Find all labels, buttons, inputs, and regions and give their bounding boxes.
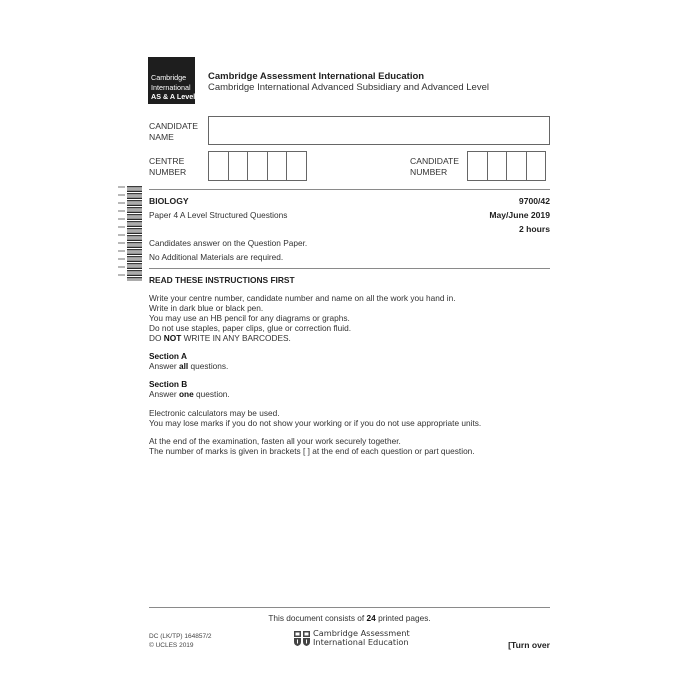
section-b-text-bold: one [178,389,194,399]
calculator-line: Electronic calculators may be used. [149,408,280,418]
centre-number-digit-box[interactable] [267,151,288,181]
instruction-line: You may use an HB pencil for any diagrams or graphs. [149,313,350,323]
candidate-number-label-line1: CANDIDATE [410,156,460,166]
candidate-name-label-line1: CANDIDATE [149,121,199,131]
copyright: © UCLES 2019 [149,642,194,649]
instruction-line: Do not use staples, paper clips, glue or correction fluid. [149,323,351,333]
divider-top [149,189,550,190]
centre-number-digit-box[interactable] [247,151,268,181]
centre-number-label-line1: CENTRE [149,156,185,166]
page-count-pre: This document consists of [268,613,367,623]
exam-duration: 2 hours [518,224,550,234]
calculator-line: You may lose marks if you do not show your working or if you do not use appropriate units. [149,418,482,428]
logo-text-line1: Cambridge Assessment [313,628,410,638]
turn-over-label: [Turn over [508,640,550,650]
section-a-heading: Section A [149,351,187,361]
document-reference [149,632,212,650]
candidate-number-digit-box[interactable] [467,151,488,181]
divider-instructions [149,268,550,269]
section-a-text-post: questions. [188,361,229,371]
barcode-warning-line [149,333,456,343]
cambridge-assessment-logo [294,629,410,647]
candidate-number-label [410,156,459,177]
barcode-warning-post: WRITE IN ANY BARCODES. [181,333,291,343]
candidate-name-field[interactable] [208,116,550,145]
barcode [118,186,142,281]
document-code: DC (LK/TP) 164857/2 [149,633,212,640]
centre-number-label-line2: NUMBER [149,166,187,177]
section-a-text-pre: Answer [149,361,179,371]
general-instructions [149,293,456,343]
divider-footer [149,607,550,608]
subject-title: BIOLOGY [149,196,189,206]
section-a-text [149,361,228,371]
centre-number-digit-box[interactable] [208,151,229,181]
centre-number-digit-box[interactable] [228,151,249,181]
materials-note: No Additional Materials are required. [149,252,284,262]
candidate-number-digit-box[interactable] [487,151,508,181]
end-line: The number of marks is given in brackets [ ] at the end of each question or part question. [149,446,475,456]
cambridge-shield-icon [294,631,310,646]
logo-line-3: AS & A Level [151,92,196,101]
qualification-subtitle: Cambridge International Advanced Subsidiary and Advanced Level [208,82,489,93]
barcode-warning-bold: NOT [163,333,182,343]
end-line: At the end of the examination, fasten all your work securely together. [149,436,401,446]
section-b-heading: Section B [149,379,188,389]
barcode-bars [127,186,142,281]
section-a-text-bold: all [178,361,189,371]
section-b-instructions [149,379,230,399]
section-b-text-post: question. [193,389,230,399]
calculator-instructions [149,408,481,428]
centre-number-label [149,156,186,177]
page-count-note [149,613,550,623]
candidate-name-label [149,121,198,142]
exam-session: May/June 2019 [489,210,550,220]
centre-number-boxes [208,151,307,181]
paper-title: Paper 4 A Level Structured Questions [149,210,288,220]
barcode-warning-pre: DO [149,333,164,343]
candidate-number-label-line2: NUMBER [410,166,448,177]
page-count-post: printed pages. [375,613,431,623]
answer-location-note: Candidates answer on the Question Paper. [149,238,308,248]
logo-line-2: International [151,82,191,92]
paper-code: 9700/42 [518,196,550,206]
candidate-name-label-line2: NAME [149,131,174,142]
barcode-digits [118,186,125,281]
cambridge-as-a-level-logo [148,57,195,104]
instruction-line: Write in dark blue or black pen. [149,303,264,313]
logo-text-line2: International Education [313,637,409,647]
end-of-exam-instructions [149,436,475,456]
instructions-heading: READ THESE INSTRUCTIONS FIRST [149,275,295,285]
section-a-instructions [149,351,228,371]
candidate-number-boxes [467,151,546,181]
organisation-title: Cambridge Assessment International Education [208,71,425,82]
section-b-text-pre: Answer [149,389,179,399]
instruction-line: Write your centre number, candidate number and name on all the work you hand in. [149,293,456,303]
candidate-number-digit-box[interactable] [526,151,547,181]
candidate-number-digit-box[interactable] [506,151,527,181]
centre-number-digit-box[interactable] [286,151,307,181]
section-b-text [149,389,230,399]
logo-line-1: Cambridge [151,73,187,82]
page-count-number: 24 [366,613,376,623]
